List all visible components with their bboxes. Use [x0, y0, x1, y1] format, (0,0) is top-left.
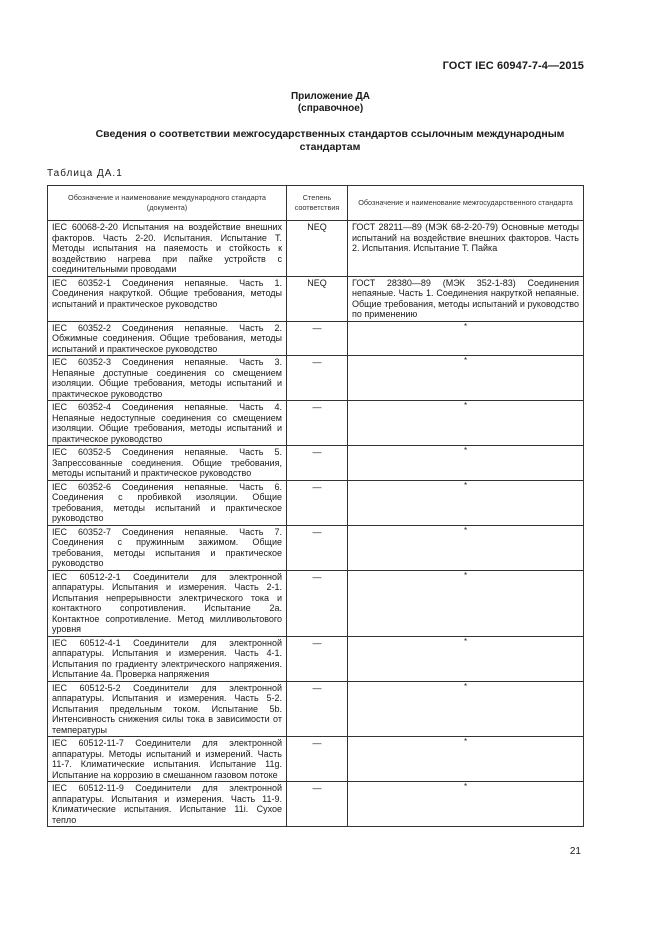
appendix-header: [0, 91, 661, 115]
table-row: [48, 480, 584, 525]
table-row: [48, 570, 584, 636]
degree-cell: NEQ: [287, 221, 348, 277]
table-row: [48, 356, 584, 401]
degree-cell: —: [287, 782, 348, 827]
international-standard-cell: IEC 60352-7 Соединения непаяные. Часть 7. Соединения с пружинным зажимом. Общие требования, методы испытания и практическое руководство: [48, 525, 287, 570]
table-row: [48, 446, 584, 481]
table-header-row: [48, 186, 584, 221]
international-standard-cell: IEC 60352-4 Соединения непаяные. Часть 4. Непаяные недоступные соединения со смещением изоляции. Общие требования, методы испытаний и практическое руководство: [48, 401, 287, 446]
degree-cell: —: [287, 525, 348, 570]
section-heading: Сведения о соответствии межгосударственных стандартов ссылочным международным стандартам: [95, 128, 565, 153]
degree-cell: —: [287, 737, 348, 782]
document-code: ГОСТ IEC 60947-7-4—2015: [442, 60, 584, 72]
international-standard-cell: IEC 60512-2-1 Соединители для электронной аппаратуры. Испытания и измерения. Часть 2-1. Испытания непрерывности электрического тока и контактного сопротивления. Испытание 2а. Контактное сопротивление. Метод милливольтового уровня: [48, 570, 287, 636]
international-standard-cell: IEC 60352-3 Соединения непаяные. Часть 3. Непаяные доступные соединения со смещением изоляции. Общие требования, методы испытаний и практическое руководство: [48, 356, 287, 401]
international-standard-cell: IEC 60512-5-2 Соединители для электронной аппаратуры. Испытания и измерения. Часть 5-2. Испытания предельным током. Испытание 5b. Интенсивность снижения силы тока в зависимости от температуры: [48, 681, 287, 737]
international-standard-cell: IEC 60068-2-20 Испытания на воздействие внешних факторов. Часть 2-20. Испытания. Испытание T. Методы испытания на паяемость и стойкость к воздействию нагрева при пайке устройств с соединительными проводами: [48, 221, 287, 277]
table-row: [48, 782, 584, 827]
table-row: [48, 636, 584, 681]
degree-cell: —: [287, 570, 348, 636]
footnote-asterisk: *: [463, 321, 468, 331]
national-standard-cell: [348, 525, 584, 570]
international-standard-cell: IEC 60352-5 Соединения непаяные. Часть 5. Запрессованные соединения. Общие требования, методы испытаний и практическое руководство: [48, 446, 287, 481]
table-caption: Таблица ДА.1: [47, 168, 123, 179]
degree-cell: —: [287, 480, 348, 525]
international-standard-cell: IEC 60352-6 Соединения непаяные. Часть 6. Соединения с пробивкой изоляции. Общие требования, методы испытаний и практическое руководство: [48, 480, 287, 525]
correspondence-table: [47, 185, 584, 827]
table-row: [48, 276, 584, 321]
column-header-international: Обозначение и наименование международного стандарта (документа): [48, 186, 287, 221]
international-standard-cell: IEC 60512-11-7 Соединители для электронной аппаратуры. Методы испытаний и измерений. Часть 11-7. Климатические испытания. Испытание 11g. Испытание на коррозию в смешанном газовом потоке: [48, 737, 287, 782]
appendix-subtitle: (справочное): [297, 103, 364, 114]
footnote-asterisk: *: [463, 636, 468, 646]
footnote-asterisk: *: [463, 782, 468, 791]
national-standard-cell: [348, 401, 584, 446]
national-standard-cell: [348, 480, 584, 525]
table-row: [48, 221, 584, 277]
degree-cell: —: [287, 636, 348, 681]
degree-cell: NEQ: [287, 276, 348, 321]
footnote-asterisk: *: [463, 681, 468, 691]
table-row: [48, 321, 584, 356]
international-standard-cell: IEC 60512-4-1 Соединители для электронной аппаратуры. Испытания и измерения. Часть 4-1. Испытания по градиенту электрического напряжения. Испытание 4а. Проверка напряжения: [48, 636, 287, 681]
footnote-asterisk: *: [463, 737, 468, 746]
national-standard-cell: [348, 446, 584, 481]
column-header-national: Обозначение и наименование межгосударственного стандарта: [348, 186, 584, 221]
table-row: [48, 681, 584, 737]
footnote-asterisk: *: [463, 401, 468, 410]
degree-cell: —: [287, 681, 348, 737]
degree-cell: —: [287, 356, 348, 401]
national-standard-cell: ГОСТ 28380—89 (МЭК 352-1-83) Соединения непаяные. Часть 1. Соединения накруткой непаяные. Общие требования, методы испытаний и руководство по применению: [348, 276, 584, 321]
page-number: 21: [569, 846, 581, 857]
table-body: [48, 221, 584, 827]
table-row: [48, 401, 584, 446]
international-standard-cell: IEC 60512-11-9 Соединители для электронной аппаратуры. Испытания и измерения. Часть 11-9. Климатические испытания. Испытание 11i. Сухое тепло: [48, 782, 287, 827]
national-standard-cell: [348, 356, 584, 401]
national-standard-cell: ГОСТ 28211—89 (МЭК 68-2-20-79) Основные методы испытаний на воздействие внешних факторов. Часть 2. Испытания. Испытание T. Пайка: [348, 221, 584, 277]
national-standard-cell: [348, 782, 584, 827]
appendix-title: Приложение ДА: [290, 91, 371, 102]
degree-cell: —: [287, 321, 348, 356]
table-row: [48, 737, 584, 782]
table-row: [48, 525, 584, 570]
footnote-asterisk: *: [463, 446, 468, 455]
national-standard-cell: [348, 636, 584, 681]
footnote-asterisk: *: [463, 570, 468, 580]
column-header-degree: Степень соответствия: [287, 186, 348, 221]
footnote-asterisk: *: [463, 480, 468, 490]
national-standard-cell: [348, 321, 584, 356]
footnote-asterisk: *: [463, 525, 468, 535]
international-standard-cell: IEC 60352-1 Соединения непаяные. Часть 1. Соединения накруткой. Общие требования, методы испытаний и практическое руководство: [48, 276, 287, 321]
national-standard-cell: [348, 570, 584, 636]
degree-cell: —: [287, 446, 348, 481]
degree-cell: —: [287, 401, 348, 446]
national-standard-cell: [348, 737, 584, 782]
footnote-asterisk: *: [463, 356, 468, 365]
national-standard-cell: [348, 681, 584, 737]
international-standard-cell: IEC 60352-2 Соединения непаяные. Часть 2. Обжимные соединения. Общие требования, методы испытаний и практическое руководство: [48, 321, 287, 356]
